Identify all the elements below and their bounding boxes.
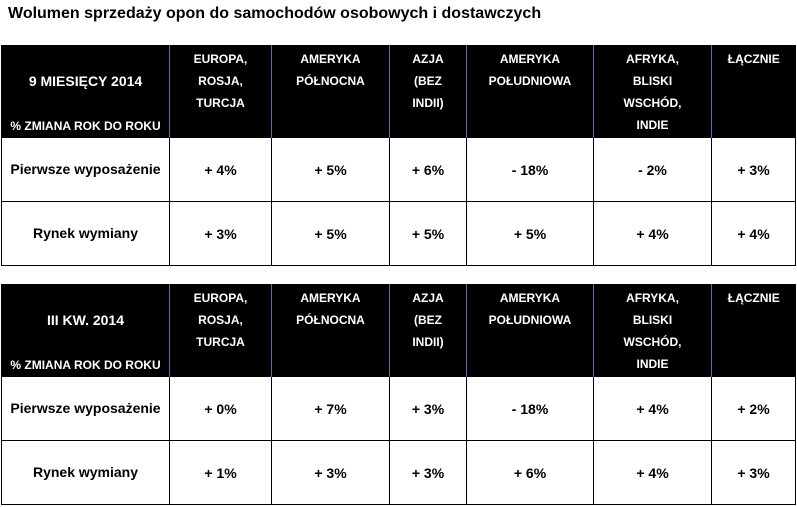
region-header: AMERYKA PÓŁNOCNA xyxy=(272,284,390,377)
value-cell: + 2% xyxy=(712,377,796,441)
value-cell: - 18% xyxy=(467,377,594,441)
region-header: EUROPA, ROSJA, TURCJA xyxy=(170,45,272,138)
region-header: AMERYKA POŁUDNIOWA xyxy=(467,284,594,377)
period-header xyxy=(2,45,170,138)
row-label: Pierwsze wyposażenie xyxy=(2,377,170,441)
value-cell: + 3% xyxy=(170,202,272,266)
region-header: ŁĄCZNIE xyxy=(712,284,796,377)
value-cell: + 0% xyxy=(170,377,272,441)
value-cell: + 3% xyxy=(390,441,467,505)
table-row xyxy=(2,138,796,202)
value-cell: + 3% xyxy=(712,441,796,505)
value-cell: + 3% xyxy=(390,377,467,441)
value-cell: + 4% xyxy=(594,377,712,441)
value-cell: + 6% xyxy=(467,441,594,505)
row-label: Pierwsze wyposażenie xyxy=(2,138,170,202)
region-header: EUROPA, ROSJA, TURCJA xyxy=(170,284,272,377)
table-row xyxy=(2,202,796,266)
value-cell: + 5% xyxy=(467,202,594,266)
period-sublabel: % ZMIANA ROK DO ROKU xyxy=(10,119,161,133)
region-header: AZJA (BEZ INDII) xyxy=(390,284,467,377)
region-header: AZJA (BEZ INDII) xyxy=(390,45,467,138)
value-cell: + 4% xyxy=(594,202,712,266)
region-header: AFRYKA, BLISKI WSCHÓD, INDIE xyxy=(594,284,712,377)
value-cell: + 6% xyxy=(390,138,467,202)
sales-table-q3 xyxy=(1,284,796,505)
region-header: AFRYKA, BLISKI WSCHÓD, INDIE xyxy=(594,45,712,138)
table-row xyxy=(2,377,796,441)
row-label: Rynek wymiany xyxy=(2,202,170,266)
period-label: 9 MIESIĘCY 2014 xyxy=(28,73,143,89)
row-label: Rynek wymiany xyxy=(2,441,170,505)
value-cell: + 4% xyxy=(170,138,272,202)
value-cell: - 2% xyxy=(594,138,712,202)
region-header: AMERYKA PÓŁNOCNA xyxy=(272,45,390,138)
value-cell: + 5% xyxy=(390,202,467,266)
value-cell: + 4% xyxy=(712,202,796,266)
value-cell: + 7% xyxy=(272,377,390,441)
table-header-row xyxy=(2,284,796,377)
value-cell: + 4% xyxy=(594,441,712,505)
region-header: AMERYKA POŁUDNIOWA xyxy=(467,45,594,138)
region-header: ŁĄCZNIE xyxy=(712,45,796,138)
table-row xyxy=(2,441,796,505)
value-cell: + 5% xyxy=(272,202,390,266)
value-cell: + 3% xyxy=(272,441,390,505)
value-cell: - 18% xyxy=(467,138,594,202)
value-cell: + 3% xyxy=(712,138,796,202)
value-cell: + 5% xyxy=(272,138,390,202)
sales-table-9-months xyxy=(1,45,796,266)
period-sublabel: % ZMIANA ROK DO ROKU xyxy=(10,358,161,372)
period-label: III KW. 2014 xyxy=(46,312,125,328)
period-header xyxy=(2,284,170,377)
value-cell: + 1% xyxy=(170,441,272,505)
page-title: Wolumen sprzedaży opon do samochodów osobowych i dostawczych xyxy=(8,5,542,22)
table-header-row xyxy=(2,45,796,138)
